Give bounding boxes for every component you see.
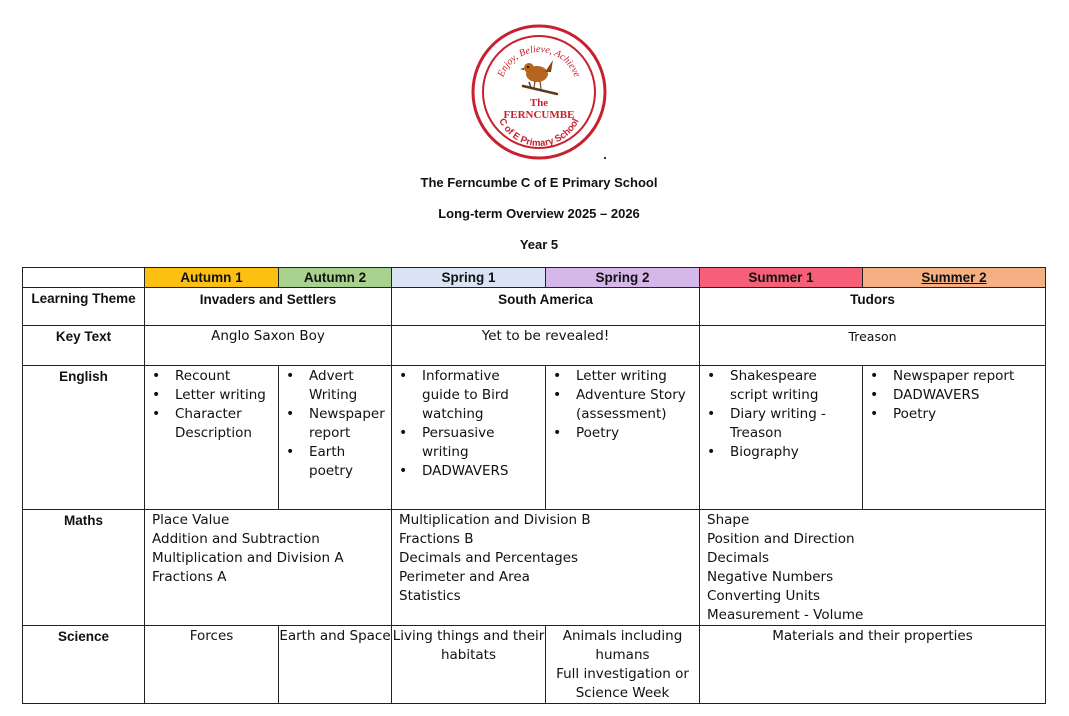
science-row [23,626,1046,704]
list-item: Statistics [399,588,461,604]
year-title: Year 5 [519,237,559,252]
maths-spring [392,510,700,626]
list-item: • Newspaper report [869,367,1041,386]
list-item: • DADWAVERS [869,386,1041,405]
row-label-english: English [23,366,145,510]
science-autumn-1: Forces [145,626,279,704]
english-spring-2 [546,366,700,510]
logo-name-line2: FERNCUMBE [503,109,575,121]
list-item: • Poetry [552,424,695,443]
term-spring-1: Spring 1 [392,268,546,288]
maths-autumn [145,510,392,626]
key-text-autumn: Anglo Saxon Boy [145,326,392,366]
corner-cell [23,268,145,288]
logo-motto: Enjoy, Believe, Achieve [495,43,583,79]
english-autumn-2 [279,366,392,510]
english-summer-2 [863,366,1046,510]
list-item: Measurement - Volume [707,607,864,623]
list-item: Perimeter and Area [399,569,530,585]
list-item: • Poetry [869,405,1041,424]
list-item: • Shakespeare script writing [706,367,858,405]
term-spring-2: Spring 2 [546,268,700,288]
english-spring-1 [392,366,546,510]
list-item: • Diary writing - Treason [706,405,858,443]
logo-school-arc: C of E Primary School [496,116,582,150]
list-item: • Letter writing [552,367,695,386]
theme-autumn: Invaders and Settlers [145,288,392,326]
theme-summer: Tudors [700,288,1046,326]
english-autumn-1 [145,366,279,510]
list-item: • Adventure Story (assessment) [552,386,695,424]
maths-row [23,510,1046,626]
list-item: Converting Units [707,588,821,604]
list-item: • Biography [706,443,858,462]
key-text-spring: Yet to be revealed! [392,326,700,366]
curriculum-table [22,267,1046,704]
row-label-learning-theme: Learning Theme [23,288,145,326]
list-item: • Recount [151,367,274,386]
science-summer: Materials and their properties [700,626,1046,704]
theme-spring: South America [392,288,700,326]
maths-summer [700,510,1046,626]
list-item: Decimals and Percentages [399,550,579,566]
list-item: Decimals [707,550,770,566]
science-spring-1: Living things and their habitats [392,626,546,704]
key-text-summer: Treason [700,326,1046,366]
science-spring-2 [546,626,700,704]
overview-title: Long-term Overview 2025 – 2026 [438,206,640,221]
science-autumn-2: Earth and Space [279,626,392,704]
science-spring-2-topic: Animals including humans [562,628,683,663]
school-logo [471,24,607,160]
list-item: • Newspaper report [285,405,387,443]
list-item: Place Value [152,512,230,528]
logo-name-line1: The [529,97,549,109]
list-item: • Informative guide to Bird watching [398,367,541,424]
school-name: The Ferncumbe C of E Primary School [420,175,658,190]
list-item: Addition and Subtraction [152,531,320,547]
stray-dot [604,157,606,159]
list-item: • DADWAVERS [398,462,541,481]
list-item: Multiplication and Division A [152,550,344,566]
list-item: Negative Numbers [707,569,834,585]
list-item: • Earth poetry [285,443,387,481]
term-autumn-1: Autumn 1 [145,268,279,288]
list-item: • Character Description [151,405,274,443]
english-summer-1 [700,366,863,510]
row-label-science: Science [23,626,145,704]
row-label-maths: Maths [23,510,145,626]
term-autumn-2: Autumn 2 [279,268,392,288]
row-label-key-text: Key Text [23,326,145,366]
list-item: • Persuasive writing [398,424,541,462]
list-item: Position and Direction [707,531,855,547]
science-spring-2-extra: Full investigation or Science Week [556,666,689,701]
learning-theme-row [23,288,1046,326]
list-item: Multiplication and Division B [399,512,591,528]
list-item: • Advert Writing [285,367,387,405]
list-item: • Letter writing [151,386,274,405]
english-row [23,366,1046,510]
term-summer-2: Summer 2 [863,268,1046,288]
term-summer-1: Summer 1 [700,268,863,288]
term-header-row [23,268,1046,288]
list-item: Shape [707,512,750,528]
list-item: Fractions A [152,569,227,585]
key-text-row [23,326,1046,366]
list-item: Fractions B [399,531,474,547]
